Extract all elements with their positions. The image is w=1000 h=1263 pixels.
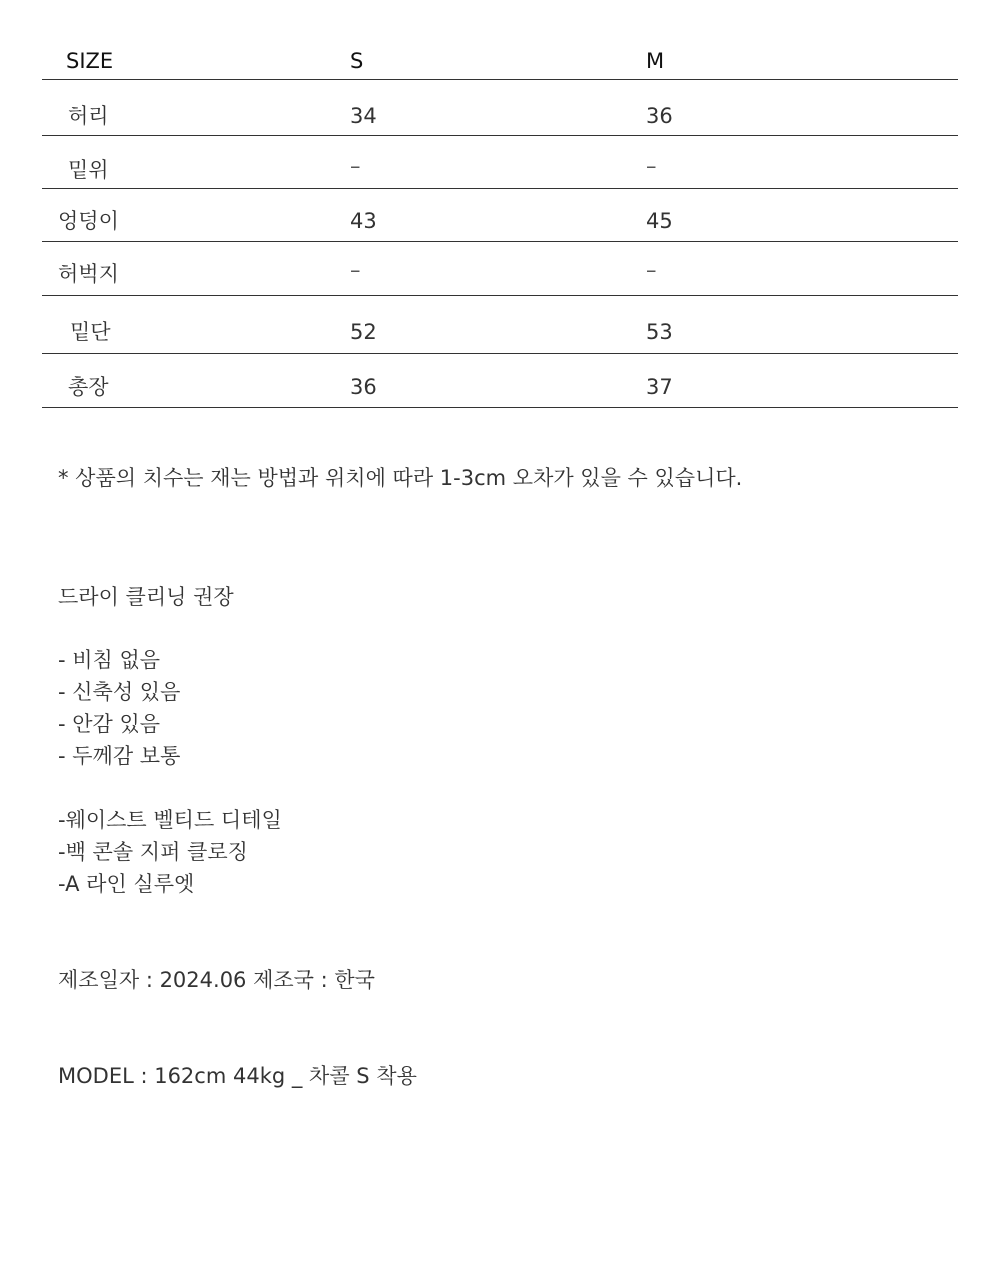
row-label: 총장 (68, 375, 109, 399)
row-label: 밑단 (70, 320, 111, 344)
table-row: 엉덩이 43 45 (42, 189, 958, 242)
feature-item: - 안감 있음 (58, 712, 161, 736)
feature-item: - 두께감 보통 (58, 744, 181, 768)
model-info: MODEL : 162cm 44kg _ 차콜 S 착용 (58, 1064, 417, 1088)
care-instruction: 드라이 클리닝 권장 (58, 585, 234, 609)
size-table (42, 38, 958, 408)
size-table-header: SIZE S M (42, 38, 958, 80)
table-row: 밑단 52 53 (42, 296, 958, 354)
row-label: 엉덩이 (58, 209, 119, 233)
row-label: 허리 (68, 104, 109, 128)
detail-item: -A 라인 실루엣 (58, 872, 195, 896)
detail-item: -백 콘솔 지퍼 클로징 (58, 840, 248, 864)
row-label: 밑위 (68, 158, 109, 182)
row-label: 허벅지 (58, 262, 119, 286)
table-row: 허리 34 36 (42, 80, 958, 136)
feature-item: - 신축성 있음 (58, 680, 181, 704)
table-row: 밑위 – – (42, 136, 958, 189)
feature-item: - 비침 없음 (58, 648, 161, 672)
manufacture-info: 제조일자 : 2024.06 제조국 : 한국 (58, 968, 375, 992)
measurement-note: * 상품의 치수는 재는 방법과 위치에 따라 1-3cm 오차가 있을 수 있습니다. (58, 466, 743, 490)
detail-item: -웨이스트 벨티드 디테일 (58, 808, 282, 832)
header-size-label: SIZE (66, 49, 114, 73)
table-row: 허벅지 – – (42, 242, 958, 296)
table-row: 총장 36 37 (42, 354, 958, 408)
